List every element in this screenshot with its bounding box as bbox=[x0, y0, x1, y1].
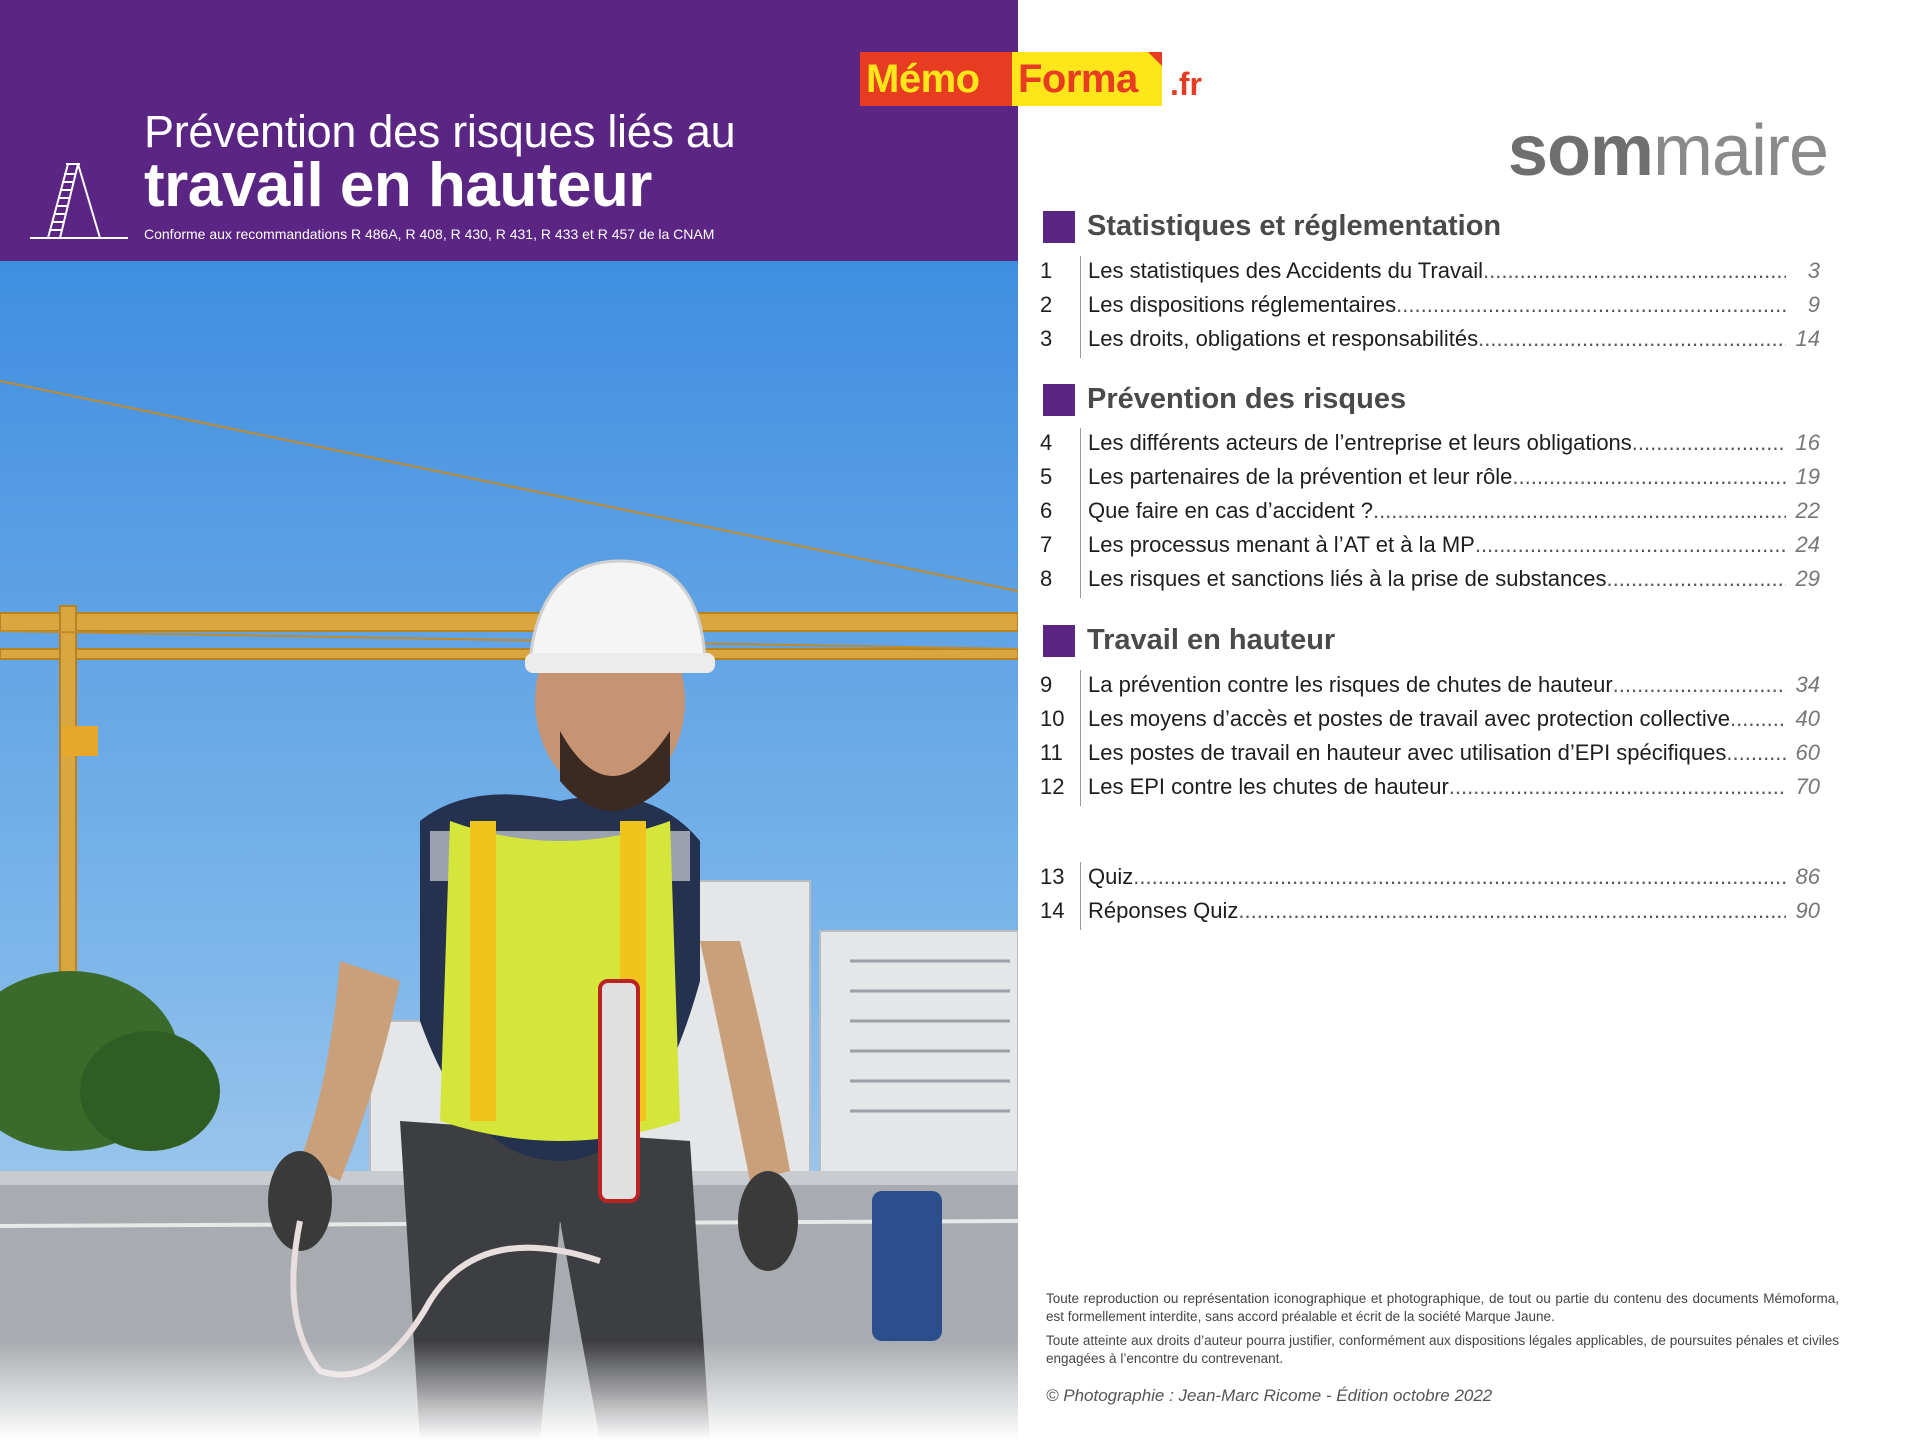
toc-page: 60 bbox=[1795, 740, 1820, 765]
toc-label: Les risques et sanctions liés à la prise de substances bbox=[1088, 566, 1607, 591]
toc-number: 10 bbox=[1040, 706, 1065, 731]
toc-page: 19 bbox=[1795, 464, 1820, 489]
toc-number: 3 bbox=[1040, 326, 1053, 351]
toc-leader bbox=[1088, 706, 1786, 732]
toc-leader bbox=[1088, 498, 1786, 524]
toc-label: Les partenaires de la prévention et leur rôle bbox=[1088, 464, 1513, 489]
toc-label: Les statistiques des Accidents du Travail bbox=[1088, 258, 1483, 283]
section-title: Prévention des risques bbox=[1087, 383, 1407, 415]
toc-separator bbox=[1080, 462, 1081, 496]
legal-paragraph-1: Toute reproduction ou représentation iconographique et photographique, de tout ou partie du contenu des documents Mémoforma, est formellement interdite, sans accord préalable et écrit de la société Marque Jaune. bbox=[1046, 1291, 1839, 1324]
toc-separator bbox=[1080, 670, 1081, 704]
toc-page: 9 bbox=[1807, 292, 1820, 317]
toc-leader bbox=[1088, 864, 1786, 890]
legal-notice bbox=[1046, 1290, 1839, 1374]
cover-header bbox=[0, 0, 1018, 261]
toc-dots bbox=[1607, 566, 1786, 592]
toc-separator bbox=[1080, 862, 1081, 896]
toc-separator bbox=[1080, 530, 1081, 564]
toc-number: 6 bbox=[1040, 498, 1053, 523]
toc-dots bbox=[1475, 532, 1786, 558]
cover-title-line1: Prévention des risques liés au bbox=[144, 106, 736, 157]
toc-label: Les moyens d’accès et postes de travail avec protection collective bbox=[1088, 706, 1730, 731]
section-marker bbox=[1043, 211, 1075, 243]
toc-leader bbox=[1088, 740, 1786, 766]
toc-leader bbox=[1088, 292, 1786, 318]
toc-dots bbox=[1483, 258, 1786, 284]
toc-page: 40 bbox=[1795, 706, 1820, 731]
toc-entry[interactable] bbox=[1040, 462, 1820, 496]
toc-page: 34 bbox=[1795, 672, 1820, 697]
sommaire-title-bold: som bbox=[1507, 111, 1653, 191]
toc-dots bbox=[1133, 864, 1786, 890]
toc-dots bbox=[1238, 898, 1786, 924]
toc-separator bbox=[1080, 256, 1081, 290]
toc-page: 3 bbox=[1807, 258, 1820, 283]
cover-photo bbox=[0, 261, 1018, 1440]
toc-page: 90 bbox=[1795, 898, 1820, 923]
toc-leader bbox=[1088, 566, 1786, 592]
toc-dots bbox=[1373, 498, 1786, 524]
toc-page: 14 bbox=[1795, 326, 1820, 351]
toc-leader bbox=[1088, 326, 1786, 352]
toc-entry[interactable] bbox=[1040, 530, 1820, 564]
logo-text-memo: Mémo bbox=[866, 57, 980, 101]
toc-entry[interactable] bbox=[1040, 564, 1820, 598]
logo-text-fr: .fr bbox=[1170, 66, 1202, 102]
toc-entry[interactable] bbox=[1040, 324, 1820, 358]
toc-label: Réponses Quiz bbox=[1088, 898, 1239, 923]
toc-separator bbox=[1080, 290, 1081, 324]
toc-leader bbox=[1088, 258, 1786, 284]
toc-number: 11 bbox=[1040, 740, 1063, 765]
toc-dots bbox=[1632, 430, 1786, 456]
toc-dots bbox=[1478, 326, 1786, 352]
section-title: Travail en hauteur bbox=[1087, 624, 1336, 656]
toc-label: Les postes de travail en hauteur avec utilisation d’EPI spécifiques bbox=[1088, 740, 1727, 765]
toc-page: 29 bbox=[1795, 566, 1820, 591]
toc-entry[interactable] bbox=[1040, 290, 1820, 324]
toc-page: 86 bbox=[1795, 864, 1820, 889]
toc-dots bbox=[1396, 292, 1786, 318]
toc-leader bbox=[1088, 430, 1786, 456]
toc-number: 8 bbox=[1040, 566, 1053, 591]
toc-separator bbox=[1080, 772, 1081, 806]
toc-label: Les processus menant à l’AT et à la MP bbox=[1088, 532, 1475, 557]
toc-entry-quiz-answers[interactable] bbox=[1040, 896, 1820, 930]
photo-credit: © Photographie : Jean-Marc Ricome - Édition octobre 2022 bbox=[1046, 1386, 1493, 1405]
toc-label: Quiz bbox=[1088, 864, 1134, 889]
toc-number: 12 bbox=[1040, 774, 1065, 799]
toc-separator bbox=[1080, 896, 1081, 930]
ladder-icon bbox=[28, 160, 130, 240]
section-title: Statistiques et réglementation bbox=[1087, 210, 1502, 242]
toc-number: 5 bbox=[1040, 464, 1053, 489]
toc-label: Les EPI contre les chutes de hauteur bbox=[1088, 774, 1449, 799]
toc-page: 16 bbox=[1795, 430, 1820, 455]
toc-leader bbox=[1088, 774, 1786, 800]
toc-separator bbox=[1080, 428, 1081, 462]
toc-label: La prévention contre les risques de chutes de hauteur bbox=[1088, 672, 1613, 697]
toc-entry[interactable] bbox=[1040, 738, 1820, 772]
legal-paragraph-2: Toute atteinte aux droits d’auteur pourra justifier, conformément aux dispositions légales applicables, de poursuites pénales et civiles engagées à l’encontre du contrevenant. bbox=[1046, 1333, 1839, 1366]
cover-title-line2: travail en hauteur bbox=[144, 151, 652, 220]
toc-entry[interactable] bbox=[1040, 772, 1820, 806]
toc-leader bbox=[1088, 672, 1786, 698]
toc-label: Les droits, obligations et responsabilités bbox=[1088, 326, 1479, 351]
section-marker bbox=[1043, 384, 1075, 416]
section-marker bbox=[1043, 625, 1075, 657]
toc-separator bbox=[1080, 738, 1081, 772]
toc-number: 9 bbox=[1040, 672, 1053, 697]
toc-page: 22 bbox=[1795, 498, 1820, 523]
memoforma-logo[interactable] bbox=[860, 52, 1220, 106]
toc-entry[interactable] bbox=[1040, 704, 1820, 738]
toc-number: 2 bbox=[1040, 292, 1053, 317]
toc-number: 7 bbox=[1040, 532, 1053, 557]
toc-separator bbox=[1080, 324, 1081, 358]
toc-entry[interactable] bbox=[1040, 496, 1820, 530]
toc-separator bbox=[1080, 496, 1081, 530]
sommaire-title-light: maire bbox=[1652, 111, 1828, 191]
toc-dots bbox=[1730, 706, 1786, 732]
toc-leader bbox=[1088, 464, 1786, 490]
toc-page: 70 bbox=[1795, 774, 1820, 799]
toc-entry[interactable] bbox=[1040, 428, 1820, 462]
cover-subtitle: Conforme aux recommandations R 486A, R 408, R 430, R 431, R 433 et R 457 de la CNAM bbox=[144, 226, 715, 242]
toc-entry-quiz[interactable] bbox=[1040, 862, 1820, 896]
logo-text-forma: Forma bbox=[1018, 57, 1138, 101]
toc-leader bbox=[1088, 532, 1786, 558]
toc-number: 4 bbox=[1040, 430, 1053, 455]
toc-separator bbox=[1080, 564, 1081, 598]
toc-dots bbox=[1613, 672, 1786, 698]
toc-label: Les dispositions réglementaires bbox=[1088, 292, 1397, 317]
toc-page: 24 bbox=[1795, 532, 1820, 557]
toc-label: Les différents acteurs de l’entreprise et leurs obligations bbox=[1088, 430, 1632, 455]
toc-dots bbox=[1512, 464, 1786, 490]
toc-separator bbox=[1080, 704, 1081, 738]
toc-number: 1 bbox=[1040, 258, 1053, 283]
toc-entry[interactable] bbox=[1040, 256, 1820, 290]
toc-dots bbox=[1726, 740, 1786, 766]
sommaire-title bbox=[1508, 110, 1828, 192]
toc-number: 14 bbox=[1040, 898, 1065, 923]
toc-entry[interactable] bbox=[1040, 670, 1820, 704]
logo-corner-fold bbox=[1148, 52, 1162, 66]
toc-dots bbox=[1449, 774, 1786, 800]
toc-leader bbox=[1088, 898, 1786, 924]
toc-label: Que faire en cas d’accident ? bbox=[1088, 498, 1373, 523]
toc-number: 13 bbox=[1040, 864, 1065, 889]
